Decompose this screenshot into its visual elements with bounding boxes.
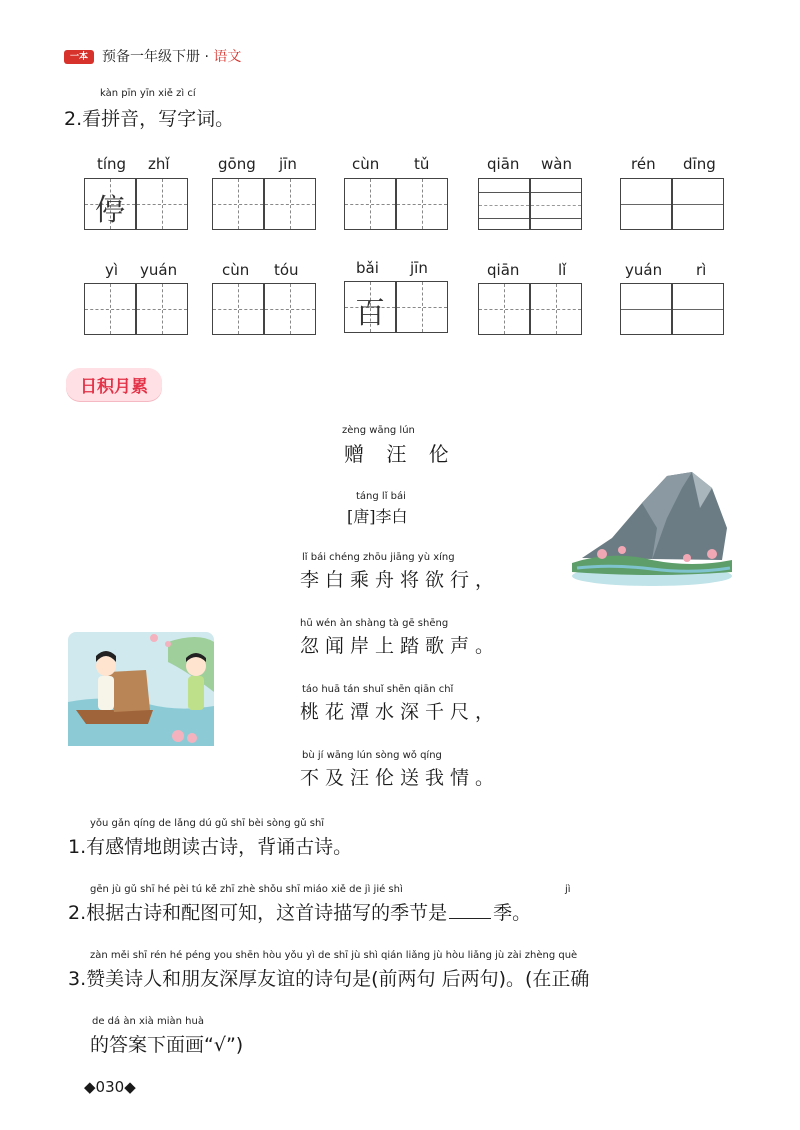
writing-box[interactable] <box>672 283 724 335</box>
poem-line-pinyin: táo huā tán shuǐ shēn qiān chǐ <box>302 684 454 695</box>
writing-box[interactable] <box>478 283 530 335</box>
task-2-text: 2.根据古诗和配图可知，这首诗描写的季节是 <box>68 902 448 924</box>
task-pinyin: zàn měi shī rén hé péng you shēn hòu yǒu yì de shī jù shì qián liǎng jù hòu liǎng jù zài zhèng què <box>90 950 578 961</box>
book-title <box>102 46 241 66</box>
pinyin: qiān <box>487 155 520 173</box>
pinyin: rì <box>696 261 707 279</box>
pinyin: cùn <box>222 261 250 279</box>
poem-title-pinyin: zèng wāng lún <box>342 425 415 436</box>
written-char: 停 <box>95 193 125 228</box>
boat-illustration <box>68 632 214 746</box>
pinyin: cùn <box>352 155 380 173</box>
poem-title: 赠 汪 伦 <box>344 442 457 466</box>
writing-box[interactable] <box>344 178 396 230</box>
pinyin: lǐ <box>558 261 567 279</box>
writing-box[interactable] <box>530 178 582 230</box>
poem-line-pinyin: lǐ bái chéng zhōu jiāng yù xíng <box>302 552 455 563</box>
pinyin: gōng <box>218 155 256 173</box>
writing-box[interactable] <box>264 283 316 335</box>
mountain-illustration <box>572 468 732 586</box>
book-grade: 预备一年级下册 · <box>102 49 214 65</box>
page-number-value: 030 <box>95 1078 125 1096</box>
task-pinyin: gēn jù gǔ shī hé pèi tú kě zhī zhè shǒu shī miáo xiě de jì jié shì <box>90 884 403 895</box>
task-3: 3.赞美诗人和朋友深厚友谊的诗句是(前两句 后两句)。(在正确 <box>68 968 590 990</box>
writing-box[interactable] <box>396 178 448 230</box>
writing-box[interactable] <box>344 281 396 333</box>
writing-box[interactable] <box>620 283 672 335</box>
pinyin: bǎi <box>356 259 379 277</box>
poem-line-pinyin: hū wén àn shàng tà gē shēng <box>300 618 449 629</box>
pinyin: jīn <box>410 259 428 277</box>
poem-author-pinyin: táng lǐ bái <box>356 491 406 502</box>
series-badge: 一本 <box>64 50 94 64</box>
writing-box[interactable] <box>84 283 136 335</box>
pinyin: wàn <box>541 155 572 173</box>
pinyin: tǔ <box>414 155 430 173</box>
task-pinyin: de dá àn xià miàn huà <box>92 1016 204 1027</box>
writing-box[interactable] <box>672 178 724 230</box>
writing-box[interactable] <box>136 283 188 335</box>
task-1: 1.有感情地朗读古诗，背诵古诗。 <box>68 836 353 858</box>
writing-box[interactable] <box>136 178 188 230</box>
pinyin: tóu <box>274 261 299 279</box>
writing-box[interactable] <box>478 178 530 230</box>
task-pinyin: yǒu gǎn qíng de lǎng dú gǔ shī bèi sòng gǔ shī <box>90 818 325 829</box>
task-2-suffix: 季。 <box>493 902 532 924</box>
blank-pinyin: jì <box>565 884 571 895</box>
poem-line-pinyin: bù jí wāng lún sòng wǒ qíng <box>302 750 442 761</box>
pinyin: zhǐ <box>148 155 170 173</box>
writing-box[interactable] <box>212 178 264 230</box>
writing-box[interactable] <box>620 178 672 230</box>
writing-box[interactable] <box>84 178 136 230</box>
pinyin: rén <box>631 155 656 173</box>
poem-line: 李白乘舟将欲行， <box>300 569 501 591</box>
answer-blank[interactable] <box>449 918 491 919</box>
writing-box[interactable] <box>264 178 316 230</box>
writing-box[interactable] <box>396 281 448 333</box>
written-char: 百 <box>355 296 385 331</box>
pinyin: yì <box>105 261 119 279</box>
poem-author: [唐]李白 <box>347 507 408 526</box>
pinyin: tíng <box>97 155 127 173</box>
pinyin: qiān <box>487 261 520 279</box>
pinyin: jīn <box>279 155 297 173</box>
writing-box[interactable] <box>212 283 264 335</box>
book-subject: 语文 <box>213 49 242 65</box>
pinyin: dīng <box>683 155 716 173</box>
task-2 <box>68 898 531 925</box>
writing-box[interactable] <box>530 283 582 335</box>
pinyin: yuán <box>625 261 663 279</box>
page-number: ◆030◆ <box>84 1078 136 1096</box>
poem-line: 忽闻岸上踏歌声。 <box>300 635 501 657</box>
q2-title-pinyin: kàn pīn yīn xiě zì cí <box>100 88 196 99</box>
q2-title: 2.看拼音，写字词。 <box>64 108 235 130</box>
section-badge: 日积月累 <box>66 368 162 401</box>
pinyin: yuán <box>140 261 178 279</box>
poem-line: 不及汪伦送我情。 <box>300 767 501 789</box>
task-3-continued: 的答案下面画“√”) <box>90 1034 244 1056</box>
poem-line: 桃花潭水深千尺， <box>300 701 501 723</box>
